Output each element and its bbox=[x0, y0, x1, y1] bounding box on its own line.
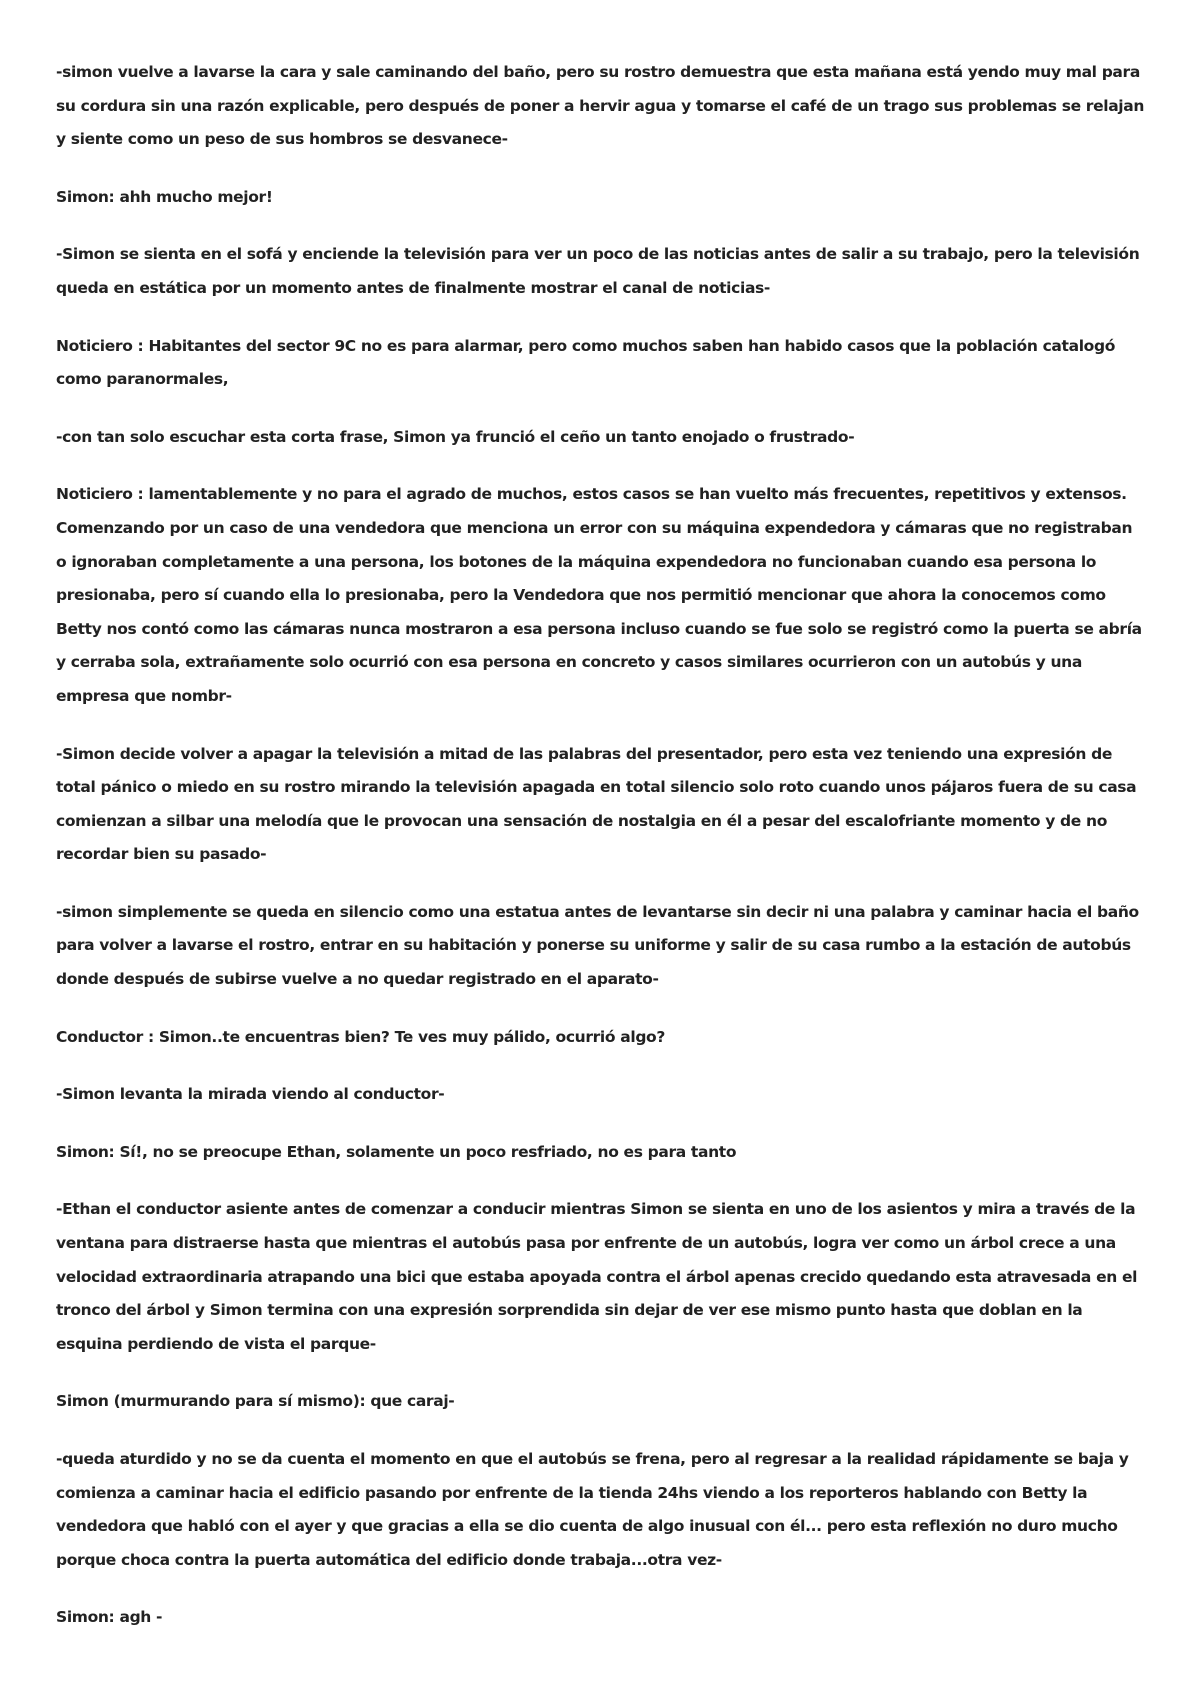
paragraph-dialogue-noticiero: Noticiero : Habitantes del sector 9C no es para alarmar, pero como muchos saben han habido casos que la población catalogó como paranormales, bbox=[56, 336, 1115, 389]
paragraph-dialogue-conductor: Conductor : Simon..te encuentras bien? Te ves muy pálido, ocurrió algo? bbox=[56, 1027, 666, 1046]
paragraph-narration-look-up: -Simon levanta la mirada viendo al conductor- bbox=[56, 1085, 445, 1104]
paragraph-dialogue-simon-murmur: Simon (murmurando para sí mismo): que caraj- bbox=[56, 1392, 455, 1411]
paragraph-narration-wash-face: -simon vuelve a lavarse la cara y sale caminando del baño, pero su rostro demuestra que esta mañana está yendo muy mal para su cordura sin una razón explicable, pero después de poner a hervir agua y tomarse el café de un trago sus problemas se relajan y siente como un peso de sus hombros se desvanece- bbox=[56, 63, 1145, 149]
paragraph-narration-silence: -simon simplemente se queda en silencio como una estatua antes de levantarse sin decir ni una palabra y caminar hacia el baño para volver a lavarse el rostro, entrar en su habitación y ponerse su uniforme y salir de su casa rumbo a la estación de autobús donde después de subirse vuelve a no quedar registrado en el aparato- bbox=[56, 902, 1139, 989]
paragraph-dialogue-simon-reply: Simon: Sí!, no se preocupe Ethan, solamente un poco resfriado, no es para tanto bbox=[56, 1142, 737, 1161]
document-page bbox=[56, 56, 1146, 1659]
paragraph-narration-door: -queda aturdido y no se da cuenta el momento en que el autobús se frena, pero al regresar a la realidad rápidamente se baja y comienza a caminar hacia el edificio pasando por enfrente de la tienda 24hs viendo a los reporteros hablando con Betty la vendedora que habló con el ayer y que gracias a ella se dio cuenta de algo inusual con él... pero esta reflexión no duro mucho porque choca contra la puerta automática del edificio donde trabaja...otra vez- bbox=[56, 1450, 1129, 1569]
paragraph-dialogue-noticiero-long: Noticiero : lamentablemente y no para el agrado de muchos, estos casos se han vuelto más frecuentes, repetitivos y extensos. Comenzando por un caso de una vendedora que menciona un error con su máquina expendedora y cámaras que no registraban o ignoraban completamente a una persona, los botones de la máquina expendedora no funcionaban cuando esa persona lo presionaba, pero sí cuando ella lo presionaba, pero la Vendedora que nos permitió mencionar que ahora la conocemos como Betty nos contó como las cámaras nunca mostraron a esa persona incluso cuando se fue solo se registró como la puerta se abría y cerraba sola, extrañamente solo ocurrió con esa persona en concreto y casos similares ocurrieron con un autobús y una empresa que nombr- bbox=[56, 485, 1142, 705]
paragraph-dialogue-simon: Simon: ahh mucho mejor! bbox=[56, 187, 273, 206]
paragraph-narration-panic: -Simon decide volver a apagar la televisión a mitad de las palabras del presentador, pero esta vez teniendo una expresión de total pánico o miedo en su rostro mirando la televisión apagada en total silencio solo roto cuando unos pájaros fuera de su casa comienzan a silbar una melodía que le provocan una sensación de nostalgia en él a pesar del escalofriante momento y de no recordar bien su pasado- bbox=[56, 744, 1137, 864]
paragraph-narration-frown: -con tan solo escuchar esta corta frase, Simon ya frunció el ceño un tanto enojado o frustrado- bbox=[56, 427, 855, 446]
paragraph-dialogue-simon-agh: Simon: agh - bbox=[56, 1608, 163, 1627]
paragraph-narration-bus-tree: -Ethan el conductor asiente antes de comenzar a conducir mientras Simon se sienta en uno de los asientos y mira a través de la ventana para distraerse hasta que mientras el autobús pasa por enfrente de un autobús, logra ver como un árbol crece a una velocidad extraordinaria atrapando una bici que estaba apoyada contra el árbol apenas crecido quedando esta atravesada en el tronco del árbol y Simon termina con una expresión sorprendida sin dejar de ver ese mismo punto hasta que doblan en la esquina perdiendo de vista el parque- bbox=[56, 1200, 1138, 1353]
paragraph-narration-television: -Simon se sienta en el sofá y enciende la televisión para ver un poco de las noticias antes de salir a su trabajo, pero la televisión queda en estática por un momento antes de finalmente mostrar el canal de noticias- bbox=[56, 245, 1140, 297]
